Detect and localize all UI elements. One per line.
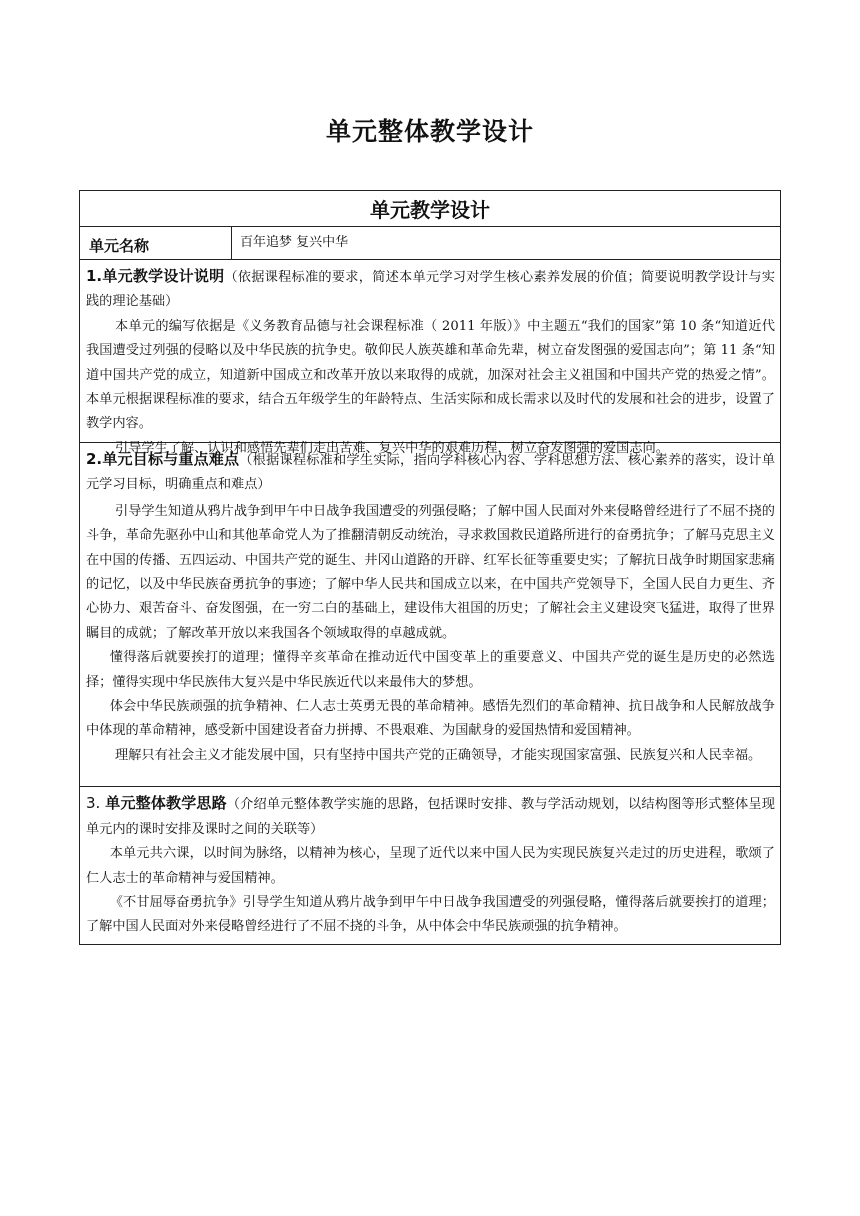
- paragraph: 引导学生知道从鸦片战争到甲午中日战争我国遭受的列强侵略；了解中国人民面对外来侵略曾经进行了不屈不挠的斗争，革命先驱孙中山和其他革命党人为了推翻清朝反动统治，寻求救国救民道路所进行的奋勇抗争；了解马克思主义在中国的传播、五四运动、中国共产党的诞生、井冈山道路的开辟、红军长征等重要史实；了解抗日战争时期国家悲痛的记忆，以及中华民族奋勇抗争的事迹；了解中华人民共和国成立以来，在中国共产党领导下，全国人民自力更生、齐心协力、艰苦奋斗、奋发图强，在一穷二白的基础上，建设伟大祖国的历史；了解社会主义建设突飞猛进，取得了世界瞩目的成就；了解改革开放以来我国各个领域取得的卓越成就。: [86, 503, 775, 641]
- paragraph: 懂得落后就要挨打的道理；懂得辛亥革命在推动近代中国变革上的重要意义、中国共产党的诞生是历史的必然选择；懂得实现中华民族伟大复兴是中华民族近代以来最伟大的梦想。: [86, 650, 775, 690]
- table-header: 单元教学设计: [80, 191, 780, 227]
- section-heading: [86, 447, 775, 498]
- section-heading: [86, 264, 775, 315]
- section-note: （依据课程标准的要求，简述本单元学习对学生核心素养发展的价值；简要说明教学设计与实践的理论基础）: [86, 270, 775, 310]
- paragraph: 本单元的编写依据是《义务教育品德与社会课程标准（ 2011 年版）》中主题五“我们的国家”第 10 条“知道近代我国遭受过列强的侵略以及中华民族的抗争史。敬仰民人族英雄和革命先辈，树立奋发图强的爱国志向”；第 11 条“知道中国共产党的成立，知道新中国成立和改革开放以来取得的成就，加深对社会主义祖国和中国共产党的热爱之情”。本单元根据课程标准的要求，结合五年级学生的年龄特点、生活实际和成长需求以及时代的发展和社会的进步，设置了教学内容。: [86, 318, 775, 432]
- unit-design-table: [79, 190, 781, 945]
- section-title: 1.单元教学设计说明: [86, 267, 225, 285]
- paragraph: 引导学生了解、认识和感悟先辈们走出苦难、复兴中华的艰难历程，树立奋发图强的爱国志向。: [115, 440, 669, 456]
- section-title: 2.单元目标与重点难点: [86, 450, 240, 468]
- section-note: （介绍单元整体教学实施的思路，包括课时安排、教与学活动规划，以结构图等形式整体呈现单元内的课时安排及课时之间的关联等）: [86, 797, 775, 837]
- section-title-number: 3.: [86, 794, 106, 813]
- section-goals-key-points: [80, 443, 780, 787]
- paragraph: 体会中华民族顽强的抗争精神、仁人志士英勇无畏的革命精神。感悟先烈们的革命精神、抗日战争和人民解放战争中体现的革命精神，感受新中国建设者奋力拼搏、不畏艰难、为国献身的爱国热情和爱国精神。: [86, 699, 775, 739]
- unit-name-row: [80, 227, 780, 260]
- paragraph: 理解只有社会主义才能发展中国，只有坚持中国共产党的正确领导，才能实现国家富强、民族复兴和人民幸福。: [115, 747, 762, 763]
- document-title: 单元整体教学设计: [325, 117, 534, 146]
- section-title: 单元整体教学思路: [105, 794, 227, 813]
- unit-name-value: 百年追梦 复兴中华: [240, 235, 349, 250]
- section-design-description: [80, 260, 780, 456]
- paragraph: 本单元共六课，以时间为脉络，以精神为核心，呈现了近代以来中国人民为实现民族复兴走过的历史进程，歌颂了仁人志士的革命精神与爱国精神。: [86, 846, 775, 886]
- unit-name-label: 单元名称: [80, 227, 232, 259]
- section-teaching-approach: [80, 787, 780, 943]
- section-note: （根据课程标准和学生实际，指向学科核心内容、学科思想方法、核心素养的落实，设计单元学习目标，明确重点和难点）: [86, 453, 776, 493]
- paragraph: 《不甘屈辱奋勇抗争》引导学生知道从鸦片战争到甲午中日战争我国遭受的列强侵略，懂得落后就要挨打的道理；了解中国人民面对外来侵略曾经进行了不屈不挠的斗争，从中体会中华民族顽强的抗争精神。: [86, 894, 775, 935]
- section-heading: [86, 791, 775, 842]
